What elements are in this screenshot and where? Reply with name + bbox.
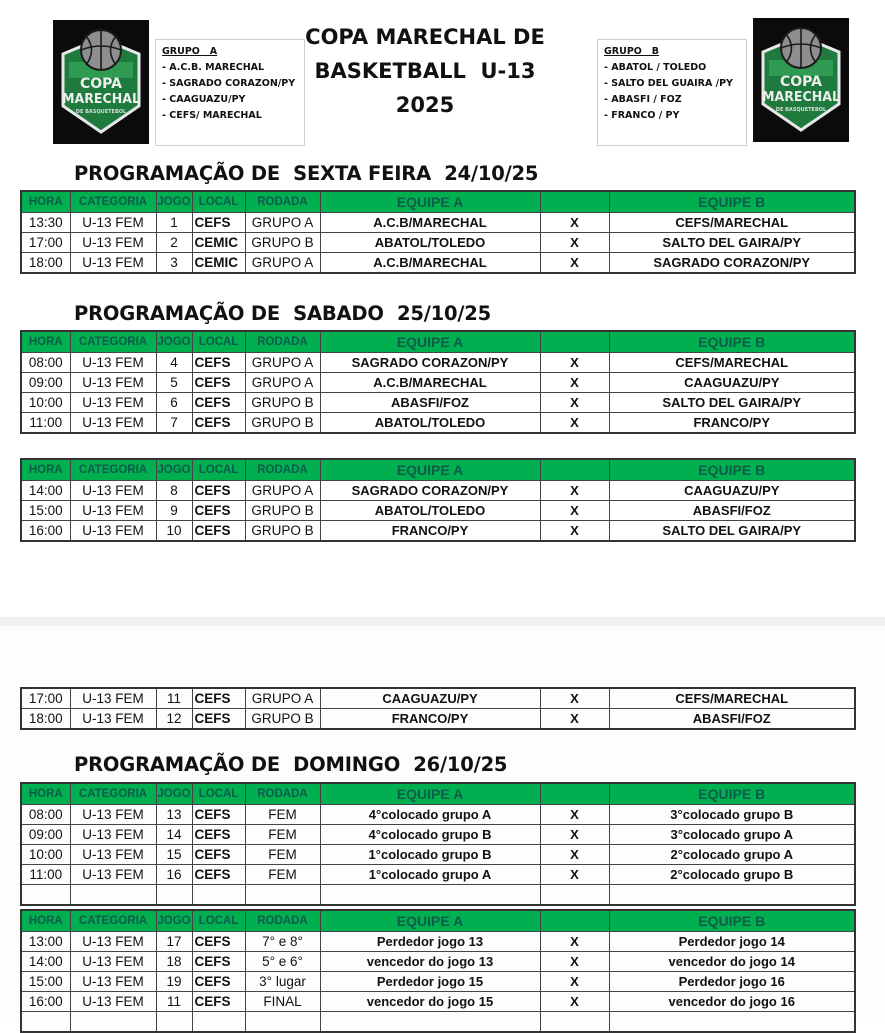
cell-local: CEFS bbox=[192, 972, 245, 992]
cell-rodada: GRUPO A bbox=[245, 353, 320, 373]
cell-hora: 11:00 bbox=[21, 413, 70, 434]
cell-equipe-a: A.C.B/MARECHAL bbox=[320, 213, 540, 233]
cell-categoria: U-13 FEM bbox=[70, 805, 156, 825]
cell-vs: X bbox=[540, 481, 609, 501]
cell-equipe-a: 4°colocado grupo B bbox=[320, 825, 540, 845]
cell-rodada: 7° e 8° bbox=[245, 932, 320, 952]
cell-categoria: U-13 FEM bbox=[70, 481, 156, 501]
cell-equipe-a: FRANCO/PY bbox=[320, 709, 540, 730]
cell-rodada: GRUPO B bbox=[245, 393, 320, 413]
table-header-row bbox=[21, 459, 855, 481]
group-b-team: - ABATOL / TOLEDO bbox=[604, 62, 707, 73]
cell-equipe-b: 3°colocado grupo A bbox=[609, 825, 855, 845]
column-header-local: LOCAL bbox=[192, 783, 245, 805]
cell-local: CEFS bbox=[192, 825, 245, 845]
match-row bbox=[21, 865, 855, 885]
cell-jogo: 18 bbox=[156, 952, 192, 972]
cell-hora: 08:00 bbox=[21, 805, 70, 825]
cell-equipe-a: ABATOL/TOLEDO bbox=[320, 413, 540, 434]
cell-hora: 18:00 bbox=[21, 709, 70, 730]
cell-rodada: GRUPO A bbox=[245, 253, 320, 274]
section-title-saturday: PROGRAMAÇÃO DE SABADO 25/10/25 bbox=[74, 302, 492, 325]
column-header-rodada: RODADA bbox=[245, 459, 320, 481]
cell-categoria: U-13 FEM bbox=[70, 353, 156, 373]
cell-rodada: 3° lugar bbox=[245, 972, 320, 992]
cell-equipe-b: 2°colocado grupo B bbox=[609, 865, 855, 885]
match-row bbox=[21, 688, 855, 709]
column-header-jogo: JOGO bbox=[156, 191, 192, 213]
cell-rodada: FEM bbox=[245, 845, 320, 865]
cell-vs: X bbox=[540, 413, 609, 434]
cell-rodada: GRUPO B bbox=[245, 709, 320, 730]
cell-jogo: 12 bbox=[156, 709, 192, 730]
match-row bbox=[21, 501, 855, 521]
cell-jogo: 5 bbox=[156, 373, 192, 393]
cell-jogo: 8 bbox=[156, 481, 192, 501]
cell-categoria: U-13 FEM bbox=[70, 845, 156, 865]
cell-categoria: U-13 FEM bbox=[70, 413, 156, 434]
column-header-categoria: CATEGORIA bbox=[70, 191, 156, 213]
group-b-team: - ABASFI / FOZ bbox=[604, 94, 682, 105]
cell-hora: 13:00 bbox=[21, 932, 70, 952]
copa-marechal-logo-right bbox=[753, 18, 849, 142]
cell-equipe-a: FRANCO/PY bbox=[320, 521, 540, 542]
column-header-hora: HORA bbox=[21, 459, 70, 481]
cell-equipe-a: SAGRADO CORAZON/PY bbox=[320, 481, 540, 501]
cell-vs: X bbox=[540, 709, 609, 730]
table-header-row bbox=[21, 331, 855, 353]
cell-hora: 13:30 bbox=[21, 213, 70, 233]
cell-vs: X bbox=[540, 865, 609, 885]
cell-local: CEFS bbox=[192, 709, 245, 730]
cell-equipe-b bbox=[609, 885, 855, 906]
column-header-jogo: JOGO bbox=[156, 910, 192, 932]
cell-hora: 14:00 bbox=[21, 481, 70, 501]
cell-hora: 10:00 bbox=[21, 393, 70, 413]
schedule-table-sunday-morning bbox=[20, 782, 856, 906]
cell-vs: X bbox=[540, 521, 609, 542]
cell-rodada: GRUPO A bbox=[245, 688, 320, 709]
cell-local: CEFS bbox=[192, 845, 245, 865]
cell-jogo: 11 bbox=[156, 688, 192, 709]
cell-hora: 16:00 bbox=[21, 521, 70, 542]
cell-equipe-b: SALTO DEL GAIRA/PY bbox=[609, 233, 855, 253]
cell-jogo: 4 bbox=[156, 353, 192, 373]
group-b-team: - SALTO DEL GUAIRA /PY bbox=[604, 78, 733, 89]
cell-vs: X bbox=[540, 688, 609, 709]
cell-vs: X bbox=[540, 845, 609, 865]
cell-equipe-a bbox=[320, 1012, 540, 1033]
cell-categoria: U-13 FEM bbox=[70, 932, 156, 952]
group-a-team: - SAGRADO CORAZON/PY bbox=[162, 78, 296, 89]
cell-equipe-b: FRANCO/PY bbox=[609, 413, 855, 434]
cell-categoria: U-13 FEM bbox=[70, 213, 156, 233]
group-a-team: - CEFS/ MARECHAL bbox=[162, 110, 262, 121]
copa-marechal-logo-left bbox=[53, 20, 149, 144]
cell-categoria bbox=[70, 885, 156, 906]
cell-vs: X bbox=[540, 972, 609, 992]
logo-text-marechal: MARECHAL bbox=[762, 89, 841, 105]
cell-equipe-a: 1°colocado grupo A bbox=[320, 865, 540, 885]
match-row bbox=[21, 972, 855, 992]
cell-hora: 15:00 bbox=[21, 972, 70, 992]
cell-rodada bbox=[245, 1012, 320, 1033]
cell-equipe-b: vencedor do jogo 16 bbox=[609, 992, 855, 1012]
cell-equipe-b: SAGRADO CORAZON/PY bbox=[609, 253, 855, 274]
cell-vs: X bbox=[540, 501, 609, 521]
column-header-categoria: CATEGORIA bbox=[70, 783, 156, 805]
schedule-table-saturday-afternoon bbox=[20, 458, 856, 542]
column-header-rodada: RODADA bbox=[245, 910, 320, 932]
cell-local: CEFS bbox=[192, 393, 245, 413]
cell-jogo: 7 bbox=[156, 413, 192, 434]
column-header-equipe-b: EQUIPE B bbox=[609, 910, 855, 932]
cell-jogo: 9 bbox=[156, 501, 192, 521]
cell-local: CEFS bbox=[192, 932, 245, 952]
cell-local: CEFS bbox=[192, 213, 245, 233]
match-row bbox=[21, 253, 855, 274]
empty-table-row bbox=[21, 1012, 855, 1033]
cell-equipe-b: SALTO DEL GAIRA/PY bbox=[609, 521, 855, 542]
cell-hora: 15:00 bbox=[21, 501, 70, 521]
match-row bbox=[21, 481, 855, 501]
column-header-jogo: JOGO bbox=[156, 783, 192, 805]
column-header-vs bbox=[540, 331, 609, 353]
cell-categoria: U-13 FEM bbox=[70, 393, 156, 413]
cell-hora: 16:00 bbox=[21, 992, 70, 1012]
cell-categoria: U-13 FEM bbox=[70, 825, 156, 845]
cell-categoria: U-13 FEM bbox=[70, 521, 156, 542]
cell-local: CEFS bbox=[192, 501, 245, 521]
cell-categoria: U-13 FEM bbox=[70, 688, 156, 709]
cell-vs: X bbox=[540, 952, 609, 972]
cell-hora bbox=[21, 885, 70, 906]
cell-jogo: 15 bbox=[156, 845, 192, 865]
cell-vs: X bbox=[540, 992, 609, 1012]
title-line-2: BASKETBALL U-13 bbox=[314, 59, 536, 83]
cell-rodada: GRUPO A bbox=[245, 481, 320, 501]
match-row bbox=[21, 393, 855, 413]
match-row bbox=[21, 805, 855, 825]
match-row bbox=[21, 413, 855, 434]
cell-categoria: U-13 FEM bbox=[70, 373, 156, 393]
cell-local: CEFS bbox=[192, 481, 245, 501]
match-row bbox=[21, 373, 855, 393]
column-header-equipe-a: EQUIPE A bbox=[320, 331, 540, 353]
section-title-friday: PROGRAMAÇÃO DE SEXTA FEIRA 24/10/25 bbox=[74, 162, 539, 185]
column-header-vs bbox=[540, 191, 609, 213]
cell-rodada: 5° e 6° bbox=[245, 952, 320, 972]
cell-hora: 17:00 bbox=[21, 688, 70, 709]
cell-equipe-b bbox=[609, 1012, 855, 1033]
cell-vs: X bbox=[540, 213, 609, 233]
page-break-divider bbox=[0, 617, 885, 626]
column-header-vs bbox=[540, 783, 609, 805]
cell-rodada: GRUPO B bbox=[245, 501, 320, 521]
cell-equipe-b: Perdedor jogo 14 bbox=[609, 932, 855, 952]
column-header-vs bbox=[540, 459, 609, 481]
cell-jogo: 11 bbox=[156, 992, 192, 1012]
cell-vs: X bbox=[540, 932, 609, 952]
column-header-jogo: JOGO bbox=[156, 459, 192, 481]
section-title-sunday: PROGRAMAÇÃO DE DOMINGO 26/10/25 bbox=[74, 753, 508, 776]
column-header-equipe-b: EQUIPE B bbox=[609, 331, 855, 353]
schedule-table-sunday-afternoon bbox=[20, 909, 856, 1033]
column-header-rodada: RODADA bbox=[245, 191, 320, 213]
title-line-3: 2025 bbox=[395, 93, 455, 117]
group-b-team: - FRANCO / PY bbox=[604, 110, 680, 121]
cell-equipe-b: vencedor do jogo 14 bbox=[609, 952, 855, 972]
column-header-equipe-a: EQUIPE A bbox=[320, 459, 540, 481]
cell-local: CEFS bbox=[192, 373, 245, 393]
cell-equipe-a: A.C.B/MARECHAL bbox=[320, 373, 540, 393]
cell-local: CEFS bbox=[192, 688, 245, 709]
cell-equipe-a: ABATOL/TOLEDO bbox=[320, 501, 540, 521]
cell-rodada: GRUPO A bbox=[245, 373, 320, 393]
match-row bbox=[21, 845, 855, 865]
cell-categoria: U-13 FEM bbox=[70, 972, 156, 992]
cell-local: CEFS bbox=[192, 521, 245, 542]
cell-categoria: U-13 FEM bbox=[70, 253, 156, 274]
cell-local: CEMIC bbox=[192, 233, 245, 253]
tournament-title bbox=[300, 20, 550, 122]
cell-rodada: GRUPO B bbox=[245, 413, 320, 434]
cell-hora bbox=[21, 1012, 70, 1033]
cell-equipe-a: CAAGUAZU/PY bbox=[320, 688, 540, 709]
logo-text-copa: COPA bbox=[780, 74, 822, 90]
cell-rodada: FINAL bbox=[245, 992, 320, 1012]
cell-equipe-b: CEFS/MARECHAL bbox=[609, 213, 855, 233]
cell-vs: X bbox=[540, 825, 609, 845]
basketball-shield-icon bbox=[53, 20, 149, 144]
cell-equipe-b: ABASFI/FOZ bbox=[609, 709, 855, 730]
cell-local: CEFS bbox=[192, 413, 245, 434]
cell-jogo: 17 bbox=[156, 932, 192, 952]
column-header-vs bbox=[540, 910, 609, 932]
cell-equipe-b: 2°colocado grupo A bbox=[609, 845, 855, 865]
match-row bbox=[21, 952, 855, 972]
schedule-table-friday bbox=[20, 190, 856, 274]
cell-rodada bbox=[245, 885, 320, 906]
cell-equipe-b: ABASFI/FOZ bbox=[609, 501, 855, 521]
column-header-equipe-b: EQUIPE B bbox=[609, 783, 855, 805]
cell-vs: X bbox=[540, 353, 609, 373]
cell-equipe-b: Perdedor jogo 16 bbox=[609, 972, 855, 992]
table-header-row bbox=[21, 191, 855, 213]
group-a-box bbox=[155, 39, 305, 146]
column-header-equipe-a: EQUIPE A bbox=[320, 910, 540, 932]
cell-hora: 09:00 bbox=[21, 373, 70, 393]
cell-equipe-a bbox=[320, 885, 540, 906]
table-header-row bbox=[21, 910, 855, 932]
cell-equipe-a: A.C.B/MARECHAL bbox=[320, 253, 540, 274]
schedule-table-saturday-morning bbox=[20, 330, 856, 434]
cell-jogo bbox=[156, 1012, 192, 1033]
column-header-local: LOCAL bbox=[192, 191, 245, 213]
cell-hora: 10:00 bbox=[21, 845, 70, 865]
cell-local: CEFS bbox=[192, 992, 245, 1012]
column-header-categoria: CATEGORIA bbox=[70, 459, 156, 481]
group-a-title: GRUPO A bbox=[162, 46, 218, 57]
cell-jogo: 3 bbox=[156, 253, 192, 274]
cell-equipe-a: SAGRADO CORAZON/PY bbox=[320, 353, 540, 373]
cell-equipe-a: vencedor do jogo 15 bbox=[320, 992, 540, 1012]
match-row bbox=[21, 932, 855, 952]
cell-jogo: 13 bbox=[156, 805, 192, 825]
cell-categoria: U-13 FEM bbox=[70, 865, 156, 885]
cell-equipe-b: CEFS/MARECHAL bbox=[609, 688, 855, 709]
logo-text-basquetebol: DE BASQUETEBOL bbox=[75, 109, 127, 115]
cell-local bbox=[192, 885, 245, 906]
cell-categoria bbox=[70, 1012, 156, 1033]
cell-jogo: 19 bbox=[156, 972, 192, 992]
cell-equipe-b: 3°colocado grupo B bbox=[609, 805, 855, 825]
column-header-jogo: JOGO bbox=[156, 331, 192, 353]
match-row bbox=[21, 825, 855, 845]
cell-vs: X bbox=[540, 393, 609, 413]
cell-local: CEFS bbox=[192, 865, 245, 885]
group-a-team: - A.C.B. MARECHAL bbox=[162, 62, 265, 73]
logo-text-copa: COPA bbox=[80, 76, 122, 92]
cell-vs bbox=[540, 1012, 609, 1033]
column-header-equipe-a: EQUIPE A bbox=[320, 191, 540, 213]
cell-equipe-a: 1°colocado grupo B bbox=[320, 845, 540, 865]
column-header-rodada: RODADA bbox=[245, 783, 320, 805]
cell-equipe-a: ABATOL/TOLEDO bbox=[320, 233, 540, 253]
match-row bbox=[21, 353, 855, 373]
column-header-local: LOCAL bbox=[192, 459, 245, 481]
cell-hora: 11:00 bbox=[21, 865, 70, 885]
cell-jogo: 2 bbox=[156, 233, 192, 253]
cell-local: CEMIC bbox=[192, 253, 245, 274]
cell-equipe-a: 4°colocado grupo A bbox=[320, 805, 540, 825]
cell-categoria: U-13 FEM bbox=[70, 992, 156, 1012]
cell-equipe-a: vencedor do jogo 13 bbox=[320, 952, 540, 972]
column-header-equipe-a: EQUIPE A bbox=[320, 783, 540, 805]
column-header-categoria: CATEGORIA bbox=[70, 910, 156, 932]
column-header-local: LOCAL bbox=[192, 910, 245, 932]
cell-categoria: U-13 FEM bbox=[70, 501, 156, 521]
cell-equipe-b: CEFS/MARECHAL bbox=[609, 353, 855, 373]
cell-equipe-a: Perdedor jogo 15 bbox=[320, 972, 540, 992]
cell-jogo: 6 bbox=[156, 393, 192, 413]
match-row bbox=[21, 992, 855, 1012]
cell-local bbox=[192, 1012, 245, 1033]
empty-table-row bbox=[21, 885, 855, 906]
cell-jogo: 10 bbox=[156, 521, 192, 542]
cell-jogo: 16 bbox=[156, 865, 192, 885]
column-header-hora: HORA bbox=[21, 331, 70, 353]
table-header-row bbox=[21, 783, 855, 805]
cell-rodada: FEM bbox=[245, 805, 320, 825]
logo-text-basquetebol: DE BASQUETEBOL bbox=[775, 107, 827, 113]
column-header-equipe-b: EQUIPE B bbox=[609, 459, 855, 481]
cell-vs: X bbox=[540, 233, 609, 253]
cell-jogo: 14 bbox=[156, 825, 192, 845]
group-a-team: - CAAGUAZU/PY bbox=[162, 94, 246, 105]
cell-rodada: GRUPO B bbox=[245, 233, 320, 253]
cell-jogo bbox=[156, 885, 192, 906]
cell-hora: 17:00 bbox=[21, 233, 70, 253]
group-b-box bbox=[597, 39, 747, 146]
match-row bbox=[21, 521, 855, 542]
match-row bbox=[21, 213, 855, 233]
cell-rodada: GRUPO A bbox=[245, 213, 320, 233]
logo-text-marechal: MARECHAL bbox=[62, 91, 141, 107]
cell-equipe-b: CAAGUAZU/PY bbox=[609, 481, 855, 501]
cell-categoria: U-13 FEM bbox=[70, 952, 156, 972]
cell-vs: X bbox=[540, 805, 609, 825]
cell-equipe-a: ABASFI/FOZ bbox=[320, 393, 540, 413]
column-header-hora: HORA bbox=[21, 191, 70, 213]
column-header-hora: HORA bbox=[21, 910, 70, 932]
cell-rodada: GRUPO B bbox=[245, 521, 320, 542]
cell-local: CEFS bbox=[192, 952, 245, 972]
column-header-categoria: CATEGORIA bbox=[70, 331, 156, 353]
cell-vs: X bbox=[540, 253, 609, 274]
match-row bbox=[21, 233, 855, 253]
match-row bbox=[21, 709, 855, 730]
cell-local: CEFS bbox=[192, 805, 245, 825]
cell-categoria: U-13 FEM bbox=[70, 709, 156, 730]
column-header-rodada: RODADA bbox=[245, 331, 320, 353]
title-line-1: COPA MARECHAL DE bbox=[305, 25, 545, 49]
group-b-title: GRUPO B bbox=[604, 46, 660, 57]
cell-local: CEFS bbox=[192, 353, 245, 373]
cell-rodada: FEM bbox=[245, 865, 320, 885]
cell-hora: 08:00 bbox=[21, 353, 70, 373]
cell-vs bbox=[540, 885, 609, 906]
cell-equipe-b: SALTO DEL GAIRA/PY bbox=[609, 393, 855, 413]
cell-equipe-b: CAAGUAZU/PY bbox=[609, 373, 855, 393]
column-header-hora: HORA bbox=[21, 783, 70, 805]
cell-categoria: U-13 FEM bbox=[70, 233, 156, 253]
cell-vs: X bbox=[540, 373, 609, 393]
cell-equipe-a: Perdedor jogo 13 bbox=[320, 932, 540, 952]
cell-hora: 18:00 bbox=[21, 253, 70, 274]
column-header-local: LOCAL bbox=[192, 331, 245, 353]
column-header-equipe-b: EQUIPE B bbox=[609, 191, 855, 213]
cell-rodada: FEM bbox=[245, 825, 320, 845]
schedule-table-saturday-evening bbox=[20, 687, 856, 730]
cell-jogo: 1 bbox=[156, 213, 192, 233]
cell-hora: 09:00 bbox=[21, 825, 70, 845]
cell-hora: 14:00 bbox=[21, 952, 70, 972]
basketball-shield-icon bbox=[753, 18, 849, 142]
